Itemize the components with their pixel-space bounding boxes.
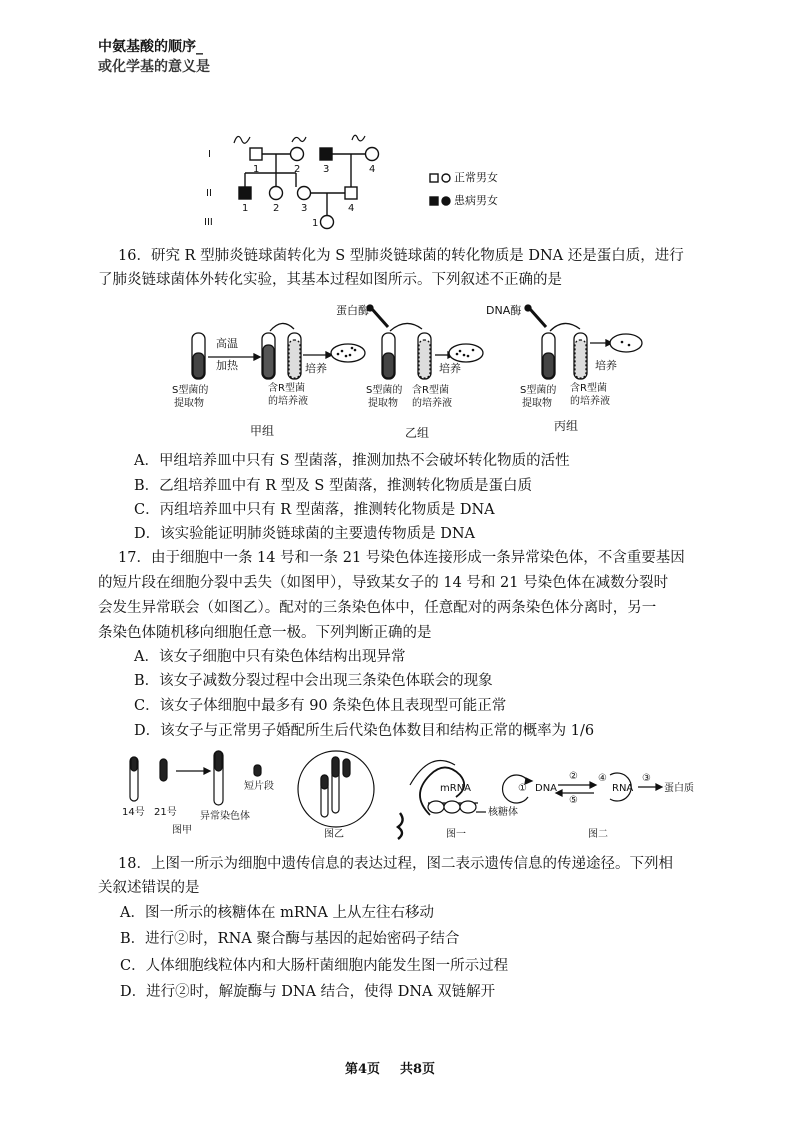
- q18-stem-line2: 关叙述错误的是: [98, 880, 200, 896]
- chr14-label: 14号: [122, 807, 145, 818]
- group-a-caption: 甲组: [250, 424, 275, 438]
- gen-label-III: III: [204, 217, 213, 228]
- q17-option-a: A．该女子细胞中只有染色体结构出现异常: [134, 649, 406, 665]
- pedigree-chart: [200, 125, 540, 240]
- figures-row-svg: [110, 745, 710, 845]
- fig-1-caption: 图一: [446, 829, 466, 840]
- figures-row: [110, 745, 710, 845]
- page-total: 共8页: [400, 1062, 436, 1077]
- pedigree-II3-female: [298, 187, 311, 200]
- rna-label: RNA: [612, 783, 634, 794]
- pedigree-I3-affected-male: [320, 148, 332, 160]
- pedigree-III1-female: [321, 216, 334, 229]
- ribosome-label: 核糖体: [488, 807, 518, 818]
- q18-option-c: C．人体细胞线粒体内和大肠杆菌细胞内能发生图一所示过程: [120, 958, 509, 974]
- heat-bottom: 加热: [216, 359, 238, 372]
- q17-option-d: D．该女子与正常男子婚配所生后代染色体数目和结构正常的概率为 1/6: [134, 723, 595, 739]
- q18-option-a: A．图一所示的核糖体在 mRNA 上从左往右移动: [120, 905, 435, 921]
- q17-option-b: B．该女子减数分裂过程中会出现三条染色体联会的现象: [134, 673, 493, 689]
- protease-label: 蛋白酶: [336, 304, 369, 317]
- dna-label: DNA: [535, 783, 558, 794]
- chr21-label: 21号: [154, 807, 177, 818]
- dish-c: [610, 334, 642, 352]
- short-segment: [254, 765, 261, 776]
- r-medium-b-1: 含R型菌: [412, 385, 449, 396]
- q16-option-b: B．乙组培养皿中有 R 型及 S 型菌落，推测转化物质是蛋白质: [134, 478, 532, 494]
- s-extract-b-2: 提取物: [368, 398, 398, 409]
- q17-option-c: C．该女子体细胞中最多有 90 条染色体且表现型可能正常: [134, 698, 507, 714]
- q18-stem-line1: 18．上图一所示为细胞中遗传信息的表达过程，图二表示遗传信息的传递途径。下列相: [118, 856, 673, 872]
- num-I1: 1: [253, 164, 260, 175]
- header-line-2: 或化学基的意义是: [98, 59, 210, 75]
- num-I3: 3: [323, 164, 330, 175]
- pedigree-I1-male: [250, 148, 262, 160]
- culture-c: 培养: [595, 359, 617, 372]
- chr21: [160, 759, 167, 781]
- fig-b-caption: 图乙: [324, 829, 344, 840]
- circle-3: ③: [642, 773, 651, 784]
- r-medium-a-1: 含R型菌: [268, 383, 305, 394]
- q17-line1: 17．由于细胞中一条 14 号和一条 21 号染色体连接形成一条异常染色体，不含重要基因: [118, 550, 685, 566]
- s-extract-a-2: 提取物: [174, 398, 204, 409]
- short-segment-label: 短片段: [244, 781, 274, 792]
- header-line-1: 中氨基酸的顺序_: [98, 39, 203, 55]
- q16-option-d: D．该实验能证明肺炎链球菌的主要遗传物质是 DNA: [134, 526, 476, 542]
- fig-2-caption: 图二: [588, 829, 608, 840]
- protein-label: 蛋白质: [664, 783, 694, 794]
- q17-line4: 条染色体随机移向细胞任意一极。下列判断正确的是: [98, 625, 432, 641]
- num-II2: 2: [273, 203, 280, 214]
- s-extract-c-1: S型菌的: [520, 385, 557, 396]
- dish-b: [449, 344, 483, 362]
- q16-stem-line2: 了肺炎链球菌体外转化实验，其基本过程如图所示。下列叙述不正确的是: [98, 272, 562, 288]
- gen-label-II: II: [206, 188, 212, 199]
- circle-1: ①: [518, 783, 527, 794]
- abnormal-label: 异常染色体: [200, 811, 250, 822]
- circle-5: ⑤: [569, 795, 578, 806]
- num-II1: 1: [242, 203, 249, 214]
- pedigree-I4-female: [366, 148, 379, 161]
- num-I2: 2: [294, 164, 301, 175]
- dnase-label: DNA酶: [486, 304, 522, 317]
- legend-normal: 正常男女: [454, 171, 498, 184]
- r-medium-b-2: 的培养液: [412, 398, 452, 409]
- pedigree-II4-male: [345, 187, 357, 199]
- mrna-label: mRNA: [440, 783, 472, 794]
- culture-a: 培养: [305, 362, 327, 375]
- dish-a: [331, 344, 365, 362]
- num-I4: 4: [369, 164, 376, 175]
- page-number: 第4页: [345, 1062, 381, 1077]
- fig-a-caption: 图甲: [172, 825, 192, 836]
- r-medium-a-2: 的培养液: [268, 396, 308, 407]
- culture-b: 培养: [439, 362, 461, 375]
- q16-option-c: C．丙组培养皿中只有 R 型菌落，推测转化物质是 DNA: [134, 502, 495, 518]
- group-c-caption: 丙组: [554, 419, 579, 433]
- pedigree-II2-female: [270, 187, 283, 200]
- q17-line2: 的短片段在细胞分裂中丢失（如图甲），导致某女子的 14 号和 21 号染色体在减数分裂时: [98, 575, 669, 591]
- pedigree-I2-female: [291, 148, 304, 161]
- num-II4: 4: [348, 203, 355, 214]
- r-medium-c-1: 含R型菌: [570, 383, 607, 394]
- r-medium-c-2: 的培养液: [570, 396, 610, 407]
- q16-option-a: A．甲组培养皿中只有 S 型菌落，推测加热不会破坏转化物质的活性: [134, 453, 570, 469]
- pedigree-II1-affected-male: [239, 187, 251, 199]
- gen-label-I: I: [208, 149, 211, 160]
- q18-option-b: B．进行②时，RNA 聚合酶与基因的起始密码子结合: [120, 931, 460, 947]
- q16-stem-line1: 16．研究 R 型肺炎链球菌转化为 S 型肺炎链球菌的转化物质是 DNA 还是蛋白质，进行: [118, 248, 684, 264]
- q17-line3: 会发生异常联会（如图乙）。配对的三条染色体中，任意配对的两条染色体分离时，另一: [98, 600, 657, 616]
- group-b-caption: 乙组: [405, 426, 430, 440]
- num-II3: 3: [301, 203, 308, 214]
- q18-option-d: D．进行②时，解旋酶与 DNA 结合，使得 DNA 双链解开: [120, 984, 496, 1000]
- circle-4: ④: [598, 773, 607, 784]
- legend-affected: 患病男女: [454, 194, 498, 207]
- q16-figure: [150, 305, 630, 440]
- circle-2: ②: [569, 771, 578, 782]
- s-extract-a-1: S型菌的: [172, 385, 209, 396]
- num-III1: 1: [312, 218, 319, 229]
- heat-top: 高温: [216, 337, 238, 350]
- s-extract-b-1: S型菌的: [366, 385, 403, 396]
- s-extract-c-2: 提取物: [522, 398, 552, 409]
